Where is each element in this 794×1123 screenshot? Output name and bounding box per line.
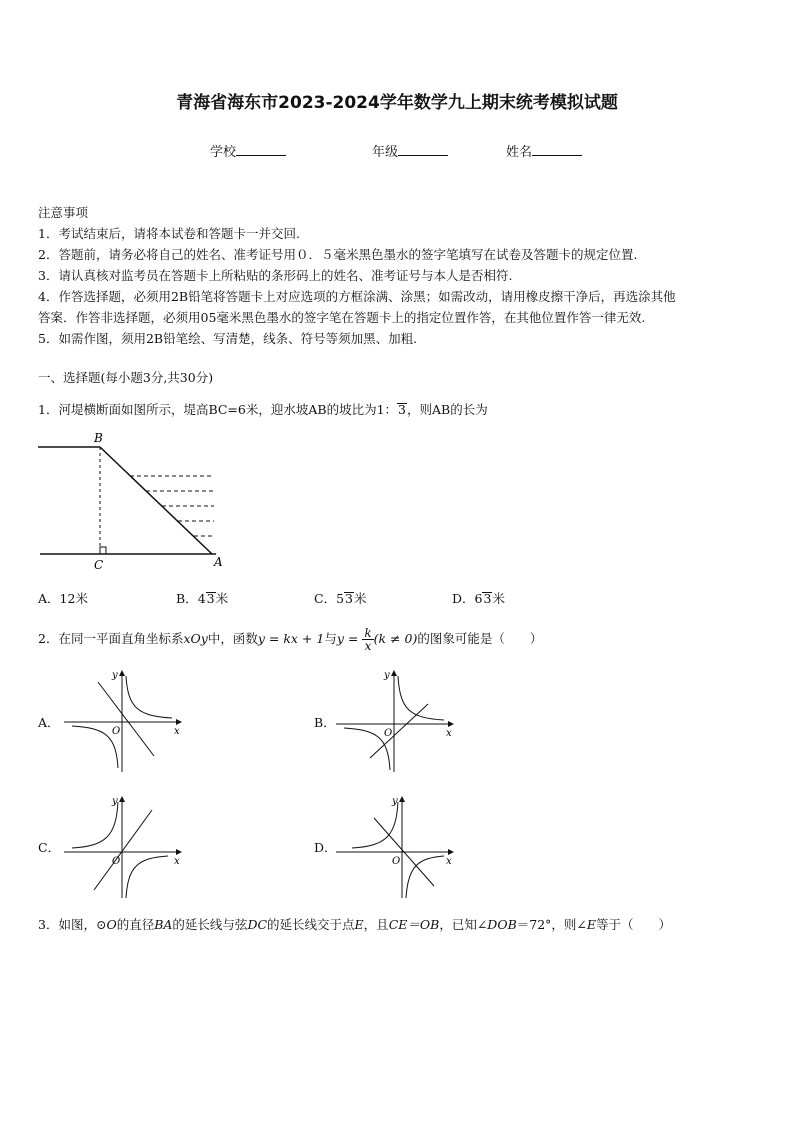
x-axis-arrow: [176, 849, 182, 855]
axis-origin-label: O: [384, 728, 393, 739]
option-unit: 米: [215, 591, 229, 606]
q2-graph-c: [62, 794, 188, 902]
q2-fraction: [362, 627, 373, 652]
x-axis-arrow: [448, 721, 454, 727]
option-unit: 米: [492, 591, 505, 606]
axis-origin-label: O: [392, 856, 401, 867]
q2-graph-a: [62, 668, 188, 776]
option-coef: 5: [336, 591, 345, 606]
grade-field: [372, 141, 448, 160]
q2-f1: y = kx + 1: [257, 631, 325, 646]
school-blank[interactable]: [236, 144, 286, 156]
q1-text-b: ，则AB的长为: [406, 402, 488, 417]
axis-y-label: y: [112, 670, 118, 681]
q3-text-f: ，已知∠: [439, 917, 488, 932]
q2-graph-b: [334, 668, 460, 776]
hyperbola-branch: [72, 802, 118, 848]
axis-origin-label: O: [112, 856, 121, 867]
option-coef: 4: [197, 591, 206, 606]
q1-option-b[interactable]: [176, 589, 228, 607]
q2-option-b[interactable]: B．: [314, 715, 336, 730]
q2-coord: xOy: [183, 631, 208, 646]
label-a: A: [214, 555, 223, 569]
option-unit: 米: [75, 591, 88, 606]
linear-function: [98, 682, 154, 756]
hyperbola-branch: [406, 856, 444, 898]
q3-text-b: 的直径: [116, 917, 155, 932]
name-label: 姓名: [506, 145, 533, 160]
hyperbola-branch: [352, 802, 398, 848]
linear-function: [370, 704, 428, 758]
question-3: [38, 915, 671, 933]
question-1: [38, 400, 488, 418]
x-axis-arrow: [176, 719, 182, 725]
hyperbola-branch: [398, 676, 444, 720]
option-coef: 6: [474, 591, 483, 606]
q1-option-a[interactable]: [38, 589, 88, 607]
notice-block: [38, 202, 676, 349]
q3-text-g: ＝72°，则∠: [516, 917, 587, 932]
x-axis-arrow: [448, 849, 454, 855]
levee-diagram: [36, 428, 226, 574]
axis-x-label: x: [174, 856, 180, 867]
q3-text-c: 的延长线与弦: [172, 917, 248, 932]
q2-option-d[interactable]: D．: [314, 840, 337, 855]
axis-x-label: x: [174, 726, 180, 737]
q1-option-d[interactable]: [452, 589, 505, 607]
q3-e: E: [354, 917, 364, 932]
q1-text-a: 1．河堤横断面如图所示，堤高BC=6米，迎水坡AB的坡比为1：: [38, 402, 398, 417]
q2-f2-den: x: [364, 639, 372, 653]
label-c: C: [94, 558, 104, 572]
q3-dc: DC: [247, 917, 268, 932]
option-sqrt: 3: [345, 591, 353, 606]
right-angle-mark: [100, 547, 106, 554]
question-2: [38, 627, 542, 652]
notice-item: 1．考试结束后，请将本试卷和答题卡一并交回.: [38, 226, 300, 241]
q2-f2-left: y =: [336, 631, 359, 646]
notice-heading: 注意事项: [38, 205, 89, 220]
name-field: [506, 141, 582, 160]
option-letter: D．: [452, 591, 475, 606]
q3-dob: DOB: [487, 917, 517, 932]
name-blank[interactable]: [532, 144, 582, 156]
notice-item: 答案．作答非选择题，必须用05毫米黑色墨水的签字笔在答题卡上的指定位置作答，在其他位置作答一律无效.: [38, 310, 646, 325]
notice-item: 3．请认真核对监考员在答题卡上所粘贴的条形码上的姓名、准考证号与本人是否相符.: [38, 268, 513, 283]
label-b: B: [94, 431, 103, 445]
option-unit: 米: [353, 591, 367, 606]
page-title: 青海省海东市2023-2024学年数学九上期末统考模拟试题: [176, 93, 618, 113]
option-coef: 12: [59, 591, 76, 606]
linear-function: [94, 810, 152, 890]
option-letter: B．: [176, 591, 198, 606]
option-sqrt: 3: [483, 591, 492, 606]
q2-text-b: 中，函数: [207, 631, 258, 646]
y-axis-arrow: [391, 670, 397, 676]
q2-text-d: 的图象可能是（ ）: [417, 631, 543, 646]
axis-y-label: y: [384, 670, 390, 681]
axis-x-label: x: [446, 856, 452, 867]
q2-f2-cond: (k ≠ 0): [373, 631, 418, 646]
axis-origin-label: O: [112, 726, 121, 737]
notice-item: 5．如需作图，须用2B铅笔绘、写清楚，线条、符号等须加黑、加粗.: [38, 331, 418, 346]
school-field: [210, 141, 286, 160]
q3-e2: E: [586, 917, 597, 932]
notice-item: 4．作答选择题，必须用2B铅笔将答题卡上对应选项的方框涂满、涂黑；如需改动，请用橡皮擦干净后，再选涂其他: [38, 289, 676, 304]
notice-item: 2．答题前，请务必将自己的姓名、准考证号用０．５毫米黑色墨水的签字笔填写在试卷及答题卡的规定位置.: [38, 247, 638, 262]
q1-option-c[interactable]: [314, 589, 367, 607]
hyperbola-branch: [126, 856, 168, 898]
axis-x-label: x: [446, 728, 452, 739]
school-label: 学校: [210, 145, 237, 160]
hyperbola-branch: [126, 676, 172, 718]
q2-text-c: 与: [324, 631, 337, 646]
q3-text-h: 等于（ ）: [596, 917, 672, 932]
axis-y-label: y: [392, 796, 398, 807]
q2-graph-d: [334, 794, 460, 902]
q3-text-d: 的延长线交于点: [267, 917, 355, 932]
y-axis-arrow: [119, 670, 125, 676]
axis-y-label: y: [112, 796, 118, 807]
option-letter: A．: [38, 591, 60, 606]
option-sqrt: 3: [206, 591, 215, 606]
q2-f2-num: k: [364, 626, 372, 640]
grade-blank[interactable]: [398, 144, 448, 156]
levee-slope-ab: [100, 447, 212, 554]
y-axis-arrow: [119, 796, 125, 802]
q3-text-e: ，且: [363, 917, 389, 932]
y-axis-arrow: [399, 796, 405, 802]
q3-text-a: 3．如图，⊙: [38, 917, 107, 932]
q3-ba: BA: [154, 917, 173, 932]
option-letter: C．: [314, 591, 337, 606]
q3-cond: CE＝OB: [388, 917, 440, 932]
grade-label: 年级: [372, 145, 399, 160]
q2-option-a[interactable]: A．: [38, 715, 60, 730]
q2-option-c[interactable]: C．: [38, 840, 61, 855]
q2-text-a: 2．在同一平面直角坐标系: [38, 631, 184, 646]
section-heading: 一、选择题(每小题3分,共30分): [38, 370, 214, 385]
q3-o: O: [106, 917, 117, 932]
q1-sqrt: 3: [398, 402, 406, 417]
